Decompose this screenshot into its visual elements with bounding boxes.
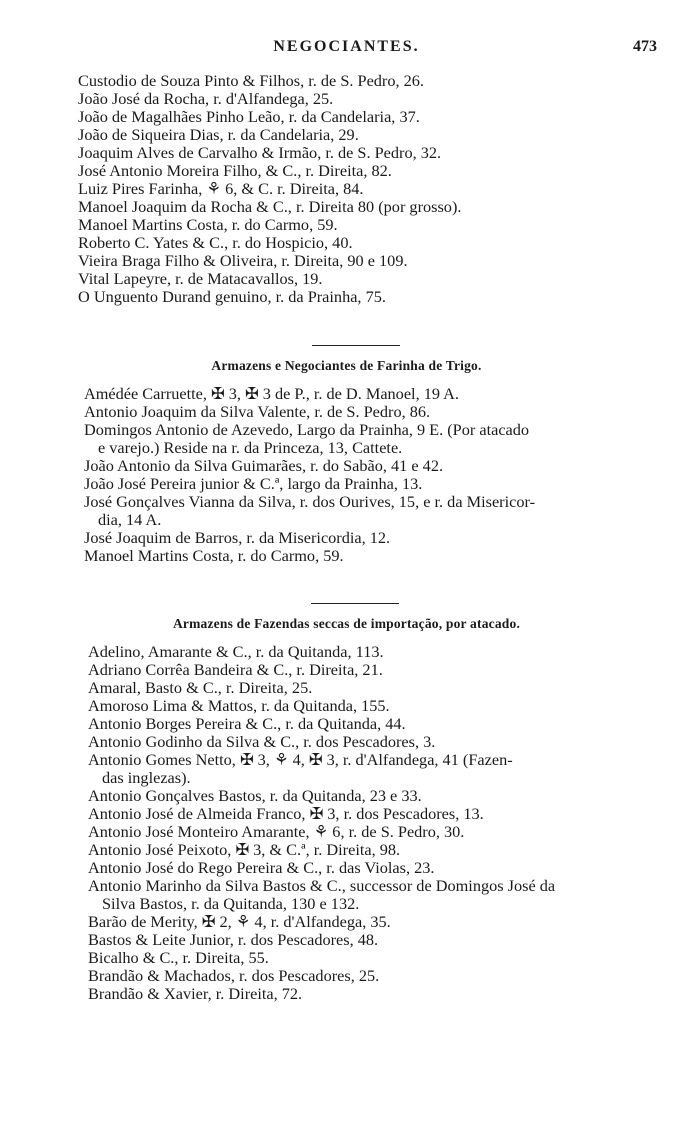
directory-entry <box>88 823 688 841</box>
entry-text: Antonio José Peixoto, ✠ 3, & C.ª, r. Direita, 98. <box>88 840 401 859</box>
entry-continuation: dia, 14 A. <box>98 510 162 529</box>
directory-entry <box>78 216 678 234</box>
directory-entry <box>84 457 684 475</box>
entry-text: Vital Lapeyre, r. de Matacavallos, 19. <box>78 269 323 288</box>
entry-text: Manoel Martins Costa, r. do Carmo, 59. <box>84 546 344 565</box>
entry-text: Amaral, Basto & C., r. Direita, 25. <box>88 678 313 697</box>
section-title-dry-goods: Armazens de Fazendas seccas de importação, por atacado. <box>172 616 521 631</box>
entry-text: Joaquim Alves de Carvalho & Irmão, r. de S. Pedro, 32. <box>78 143 442 162</box>
entry-continuation: Silva Bastos, r. da Quitanda, 130 e 132. <box>102 894 360 913</box>
section-divider <box>311 603 399 604</box>
flour-merchant-list <box>84 385 684 565</box>
directory-entry <box>78 252 678 270</box>
entry-text: Amoroso Lima & Mattos, r. da Quitanda, 155. <box>88 696 390 715</box>
entry-text: Brandão & Machados, r. dos Pescadores, 25. <box>88 966 380 985</box>
directory-entry <box>88 697 688 715</box>
entry-text: Adriano Corrêa Bandeira & C., r. Direita, 21. <box>88 660 383 679</box>
directory-entry <box>88 751 688 787</box>
directory-entry <box>84 493 684 529</box>
directory-entry <box>88 661 688 679</box>
entry-text: O Unguento Durand genuino, r. da Prainha, 75. <box>78 287 386 306</box>
directory-entry <box>78 198 678 216</box>
section-title-flour: Armazens e Negociantes de Farinha de Trigo. <box>211 358 482 373</box>
directory-entry <box>88 679 688 697</box>
directory-entry <box>84 547 684 565</box>
entry-text: João de Magalhães Pinho Leão, r. da Candelaria, 37. <box>78 107 420 126</box>
entry-text: Bicalho & C., r. Direita, 55. <box>88 948 269 967</box>
entry-text: Antonio Marinho da Silva Bastos & C., successor de Domingos José da <box>88 876 556 895</box>
directory-entry <box>78 108 678 126</box>
entry-text: Antonio Gomes Netto, ✠ 3, ⚘ 4, ✠ 3, r. d'Alfandega, 41 (Fazen- <box>88 750 513 769</box>
entry-text: João Antonio da Silva Guimarães, r. do Sabão, 41 e 42. <box>84 456 444 475</box>
entry-text: José Gonçalves Vianna da Silva, r. dos Ourives, 15, e r. da Misericor- <box>84 492 536 511</box>
directory-entry <box>88 859 688 877</box>
page-number: 473 <box>633 38 657 55</box>
directory-entry <box>78 162 678 180</box>
directory-entry <box>88 877 688 913</box>
entry-text: Antonio Joaquim da Silva Valente, r. de S. Pedro, 86. <box>84 402 431 421</box>
entry-text: Luiz Pires Farinha, ⚘ 6, & C. r. Direita, 84. <box>78 179 364 198</box>
entry-text: João de Siqueira Dias, r. da Candelaria, 29. <box>78 125 359 144</box>
dry-goods-list <box>88 643 688 1003</box>
entry-text: Antonio Godinho da Silva & C., r. dos Pescadores, 3. <box>88 732 436 751</box>
directory-entry <box>88 931 688 949</box>
entry-text: Antonio Gonçalves Bastos, r. da Quitanda, 23 e 33. <box>88 786 422 805</box>
entry-text: Amédée Carruette, ✠ 3, ✠ 3 de P., r. de D. Manoel, 19 A. <box>84 384 459 403</box>
directory-entry <box>78 288 678 306</box>
directory-entry <box>88 985 688 1003</box>
directory-entry <box>88 787 688 805</box>
entry-text: José Antonio Moreira Filho, & C., r. Direita, 82. <box>78 161 392 180</box>
directory-entry <box>88 913 688 931</box>
entry-text: Brandão & Xavier, r. Direita, 72. <box>88 984 303 1003</box>
entry-text: João José da Rocha, r. d'Alfandega, 25. <box>78 89 334 108</box>
running-title: NEGOCIANTES. <box>273 38 420 55</box>
directory-entry <box>78 126 678 144</box>
directory-entry <box>78 144 678 162</box>
directory-entry <box>88 715 688 733</box>
merchant-list <box>78 72 678 306</box>
entry-text: Domingos Antonio de Azevedo, Largo da Prainha, 9 E. (Por atacado <box>84 420 530 439</box>
entry-text: Custodio de Souza Pinto & Filhos, r. de S. Pedro, 26. <box>78 71 424 90</box>
directory-entry <box>84 403 684 421</box>
entry-text: Barão de Merity, ✠ 2, ⚘ 4, r. d'Alfandega, 35. <box>88 912 391 931</box>
entry-text: João José Pereira junior & C.ª, largo da Prainha, 13. <box>84 474 423 493</box>
entry-continuation: das inglezas). <box>102 768 191 787</box>
entry-text: Adelino, Amarante & C., r. da Quitanda, 113. <box>88 642 384 661</box>
directory-entry <box>78 90 678 108</box>
directory-entry <box>78 270 678 288</box>
directory-entry <box>84 529 684 547</box>
directory-entry <box>78 234 678 252</box>
entry-text: Antonio José do Rego Pereira & C., r. das Violas, 23. <box>88 858 435 877</box>
entry-text: Bastos & Leite Junior, r. dos Pescadores, 48. <box>88 930 379 949</box>
directory-entry <box>88 643 688 661</box>
directory-entry <box>78 180 678 198</box>
section-divider <box>312 345 400 346</box>
page-header <box>0 38 693 62</box>
directory-entry <box>88 805 688 823</box>
directory-entry <box>88 841 688 859</box>
entry-text: Manoel Joaquim da Rocha & C., r. Direita 80 (por grosso). <box>78 197 462 216</box>
entry-text: Antonio Borges Pereira & C., r. da Quitanda, 44. <box>88 714 406 733</box>
directory-entry <box>88 967 688 985</box>
entry-text: Vieira Braga Filho & Oliveira, r. Direita, 90 e 109. <box>78 251 408 270</box>
directory-entry <box>78 72 678 90</box>
directory-entry <box>84 421 684 457</box>
entry-continuation: e varejo.) Reside na r. da Princeza, 13, Cattete. <box>98 438 403 457</box>
directory-entry <box>84 385 684 403</box>
entry-text: Antonio José Monteiro Amarante, ⚘ 6, r. de S. Pedro, 30. <box>88 822 465 841</box>
entry-text: José Joaquim de Barros, r. da Misericordia, 12. <box>84 528 391 547</box>
entry-text: Manoel Martins Costa, r. do Carmo, 59. <box>78 215 338 234</box>
directory-entry <box>88 733 688 751</box>
directory-entry <box>88 949 688 967</box>
entry-text: Antonio José de Almeida Franco, ✠ 3, r. dos Pescadores, 13. <box>88 804 484 823</box>
entry-text: Roberto C. Yates & C., r. do Hospicio, 40. <box>78 233 353 252</box>
directory-entry <box>84 475 684 493</box>
